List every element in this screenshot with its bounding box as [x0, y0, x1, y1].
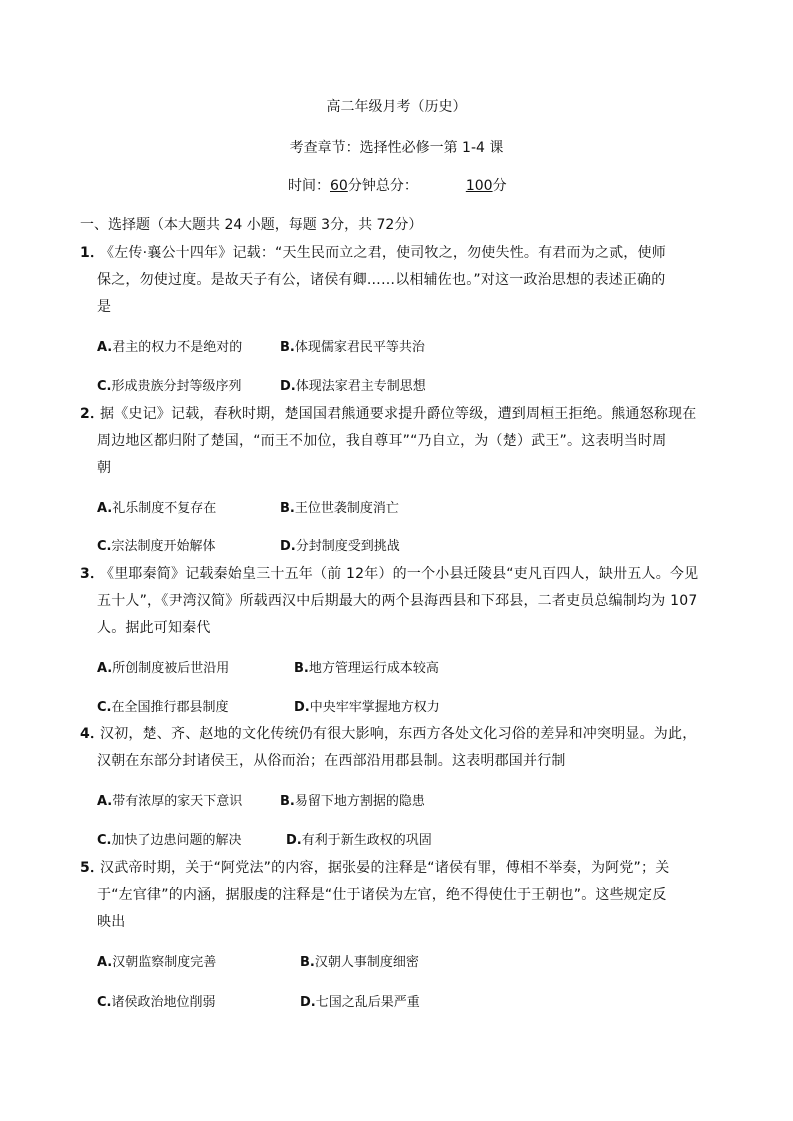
question-text-line: 保之，勿使过度。是故天子有公，诸侯有卿……以相辅佐也。”对这一政治思想的表述正确的	[97, 272, 666, 288]
question-text-line: 映出	[97, 914, 126, 930]
question-text-line: 人。据此可知秦代	[97, 620, 211, 636]
exam-time-info	[288, 175, 507, 195]
question-number: 5．	[80, 860, 105, 876]
score-value: 100	[465, 178, 493, 194]
question-text-line: 五十人”，《尹湾汉简》所载西汉中后期最大的两个县海西县和下邳县，二者吏员总编制均为 107	[97, 593, 698, 609]
exam-title: 高二年级月考（历史）	[326, 99, 467, 115]
question-text-line: 于“左官律”的内涵，据服虔的注释是“仕于诸侯为左官，绝不得使仕于王朝也”。这些规定反	[97, 887, 667, 903]
time-label: 时间：	[288, 178, 330, 194]
option-c[interactable]: C.加快了边患问题的解决	[97, 833, 242, 848]
question-text-line: 《里耶秦简》记载秦始皇三十五年（前 12年）的一个小县迁陵县“吏凡百四人，缺卅五人。今见	[100, 566, 699, 582]
option-a[interactable]: A.礼乐制度不复存在	[97, 501, 217, 516]
time-value: 60	[330, 178, 348, 194]
question-number: 4．	[80, 726, 105, 742]
question-text-line: 汉武帝时期，关于“阿党法”的内容，据张晏的注释是“诸侯有罪，傅相不举奏，为阿党”；关	[100, 860, 670, 876]
option-b[interactable]: B.体现儒家君民平等共治	[280, 340, 425, 355]
section-heading: 一、选择题（本大题共 24 小题，每题 3分，共 72分）	[80, 217, 423, 233]
option-d[interactable]: D.分封制度受到挑战	[280, 539, 400, 554]
option-d[interactable]: D.体现法家君主专制思想	[280, 379, 426, 394]
option-b[interactable]: B.易留下地方割据的隐患	[280, 794, 425, 809]
question-text-line: 汉朝在东部分封诸侯王，从俗而治；在西部沿用郡县制。这表明郡国并行制	[97, 753, 566, 769]
option-d[interactable]: D.有利于新生政权的巩固	[286, 833, 432, 848]
option-c[interactable]: C.在全国推行郡县制度	[97, 700, 229, 715]
question-number: 1．	[80, 245, 105, 261]
question-text-line: 周边地区都归附了楚国，“而王不加位，我自尊耳”“乃自立，为（楚）武王”。这表明当时周	[97, 433, 667, 449]
option-d[interactable]: D.七国之乱后果严重	[300, 995, 420, 1010]
question-text-line: 是	[97, 299, 112, 315]
option-b[interactable]: B.汉朝人事制度细密	[300, 955, 419, 970]
option-a[interactable]: A.汉朝监察制度完善	[97, 955, 217, 970]
option-d[interactable]: D.中央牢牢掌握地方权力	[294, 700, 440, 715]
question-text-line: 据《史记》记载，春秋时期，楚国国君熊通要求提升爵位等级，遭到周桓王拒绝。熊通怒称现在	[100, 406, 697, 422]
option-a[interactable]: A.君主的权力不是绝对的	[97, 340, 243, 355]
question-text-line: 朝	[97, 460, 112, 476]
option-b[interactable]: B.地方管理运行成本较高	[294, 661, 439, 676]
option-c[interactable]: C.形成贵族分封等级序列	[97, 379, 242, 394]
exam-scope: 考查章节：选择性必修一第 1-4 课	[289, 140, 504, 156]
option-c[interactable]: C.宗法制度开始解体	[97, 539, 216, 554]
score-suffix: 分	[492, 178, 507, 194]
time-suffix: 分钟总分：	[347, 178, 418, 194]
option-a[interactable]: A.所创制度被后世沿用	[97, 661, 230, 676]
option-a[interactable]: A.带有浓厚的家天下意识	[97, 794, 243, 809]
question-number: 3．	[80, 566, 105, 582]
question-text-line: 《左传·襄公十四年》记载：“天生民而立之君，使司牧之，勿使失性。有君而为之贰，使师	[100, 245, 666, 261]
question-number: 2．	[80, 406, 105, 422]
option-b[interactable]: B.王位世袭制度消亡	[280, 501, 399, 516]
question-text-line: 汉初，楚、齐、赵地的文化传统仍有很大影响，东西方各处文化习俗的差异和冲突明显。为此，	[100, 726, 697, 742]
option-c[interactable]: C.诸侯政治地位削弱	[97, 995, 216, 1010]
